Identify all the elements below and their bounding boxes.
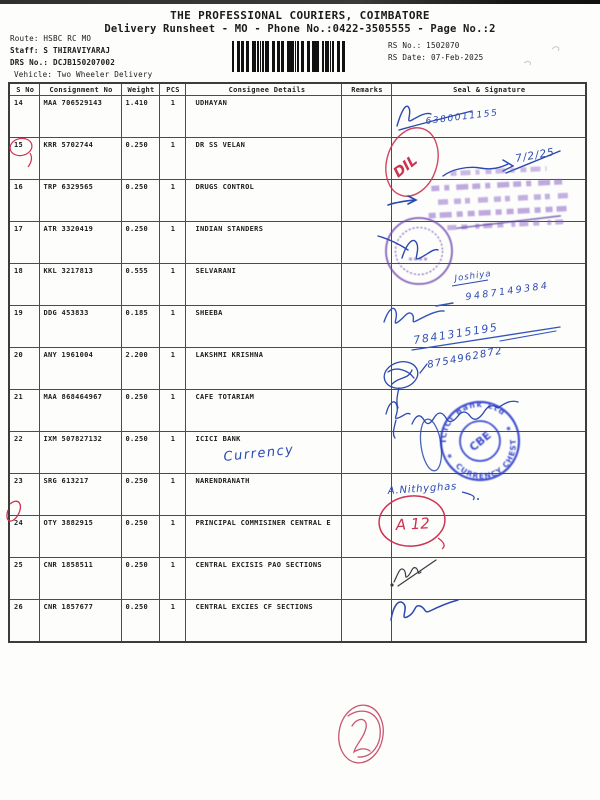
cell-consignee: LAKSHMI KRISHNA [185,348,341,390]
cell-consignee: DR SS VELAN [185,138,341,180]
cell-seal [391,600,586,643]
cell-weight: 0.250 [121,600,159,643]
cell-consignment: DDG 453833 [39,306,121,348]
cell-remarks [341,432,391,474]
table-row [9,180,586,222]
cell-consignee: PRINCIPAL COMMISINER CENTRAL E [185,516,341,558]
page-subtitle: Delivery Runsheet - MO - Phone No.:0422-3505555 - Page No.:2 [104,23,496,35]
cell-consignee: UDHAYAN [185,96,341,138]
dil-text: DIL [390,152,421,182]
cell-seal [391,558,586,600]
icici-center-text: CBE [466,428,494,454]
cell-seal [391,345,586,390]
cell-remarks [341,474,391,516]
row23-name-text: A.Nithyghas [387,481,458,497]
page-title: THE PROFESSIONAL COURIERS, COIMBATORE [170,9,430,22]
cell-seal [391,390,586,432]
cell-consignment: ATR 3320419 [39,222,121,264]
cell-pcs: 1 [159,96,185,138]
cell-consignment: TRP 6329565 [39,180,121,222]
icici-top-text: ICICI Bank Ltd [438,399,508,443]
cell-sno: 15 [9,138,39,180]
cell-seal [391,264,586,306]
cell-sno: 16 [9,180,39,222]
header-consignee: Consignee Details [185,83,341,96]
cell-sno: 18 [9,264,39,306]
cell-remarks [341,306,391,348]
cell-consignment: MAA 706529143 [39,96,121,138]
cell-remarks [341,390,391,432]
cell-consignment: OTY 3882915 [39,516,121,558]
cell-weight: 0.250 [121,222,159,264]
cell-weight: 0.185 [121,306,159,348]
cell-pcs: 1 [159,432,185,474]
table-row [9,432,586,474]
cell-remarks [341,222,391,264]
cell-pcs: 1 [159,348,185,390]
a12-text: A 12 [395,514,431,534]
table-row [9,264,586,306]
cell-pcs: 1 [159,558,185,600]
cell-weight: 0.250 [121,138,159,180]
currency-note-text: Currency [222,442,296,465]
cell-pcs: 1 [159,138,185,180]
table-row [9,600,586,643]
scan-edge-artifact [0,0,600,4]
table-row [9,474,586,516]
cell-consignee: CENTRAL EXCIES CF SECTIONS [185,600,341,643]
cell-pcs: 1 [159,516,185,558]
cell-sno: 14 [9,96,39,138]
barcode-icon [232,41,345,72]
cell-consignee: INDIAN STANDERS [185,222,341,264]
cell-remarks [341,600,391,643]
staff-field: Staff: S THIRAVIYARAJ [10,46,111,55]
cell-consignee: CENTRAL EXCISIS PAO SECTIONS [185,558,341,600]
header-pcs: PCS [159,83,185,96]
header-seal: Seal & Signature [391,83,586,96]
cell-weight: 2.200 [121,348,159,390]
row15-date-text: 7/2/25 [514,146,556,165]
cell-pcs: 1 [159,222,185,264]
icici-star-left: ★ [445,451,455,462]
row14-phone-text: 6380011155 [425,108,500,127]
cell-consignment: CNR 1857677 [39,600,121,643]
cell-sno: 21 [9,390,39,432]
cell-seal [391,516,586,558]
route-field: Route: HSBC RC MO [10,34,92,43]
icici-bottom-text: CURRENCY CHEST [453,438,518,481]
row18-phone-text: 9487149384 [464,280,551,303]
cell-sno: 19 [9,306,39,348]
row20-phone-text: 8754962872 [426,345,504,371]
cell-consignment: KKL 3217813 [39,264,121,306]
table-row [9,138,586,180]
cell-seal [391,138,586,180]
cell-consignment: SRG 613217 [39,474,121,516]
drs-no-field: DRS No.: DCJB150207002 [10,58,115,67]
cell-consignee: DRUGS CONTROL [185,180,341,222]
cell-sno: 22 [9,432,39,474]
cell-remarks [341,516,391,558]
cell-consignment: IXM 507827132 [39,432,121,474]
cell-seal [391,96,586,138]
header-sno: S No [9,83,39,96]
runsheet-rows [9,96,586,643]
cell-sno: 17 [9,222,39,264]
rs-date-field: RS Date: 07-Feb-2025 [388,53,484,62]
cell-sno: 24 [9,516,39,558]
cell-weight: 0.555 [121,264,159,306]
cell-consignment: MAA 868464967 [39,390,121,432]
cell-weight: 0.250 [121,390,159,432]
table-row [9,348,586,390]
cell-weight: 0.250 [121,432,159,474]
cell-sno: 20 [9,348,39,390]
cell-weight: 1.410 [121,96,159,138]
header-consignment: Consignment No [39,83,121,96]
cell-consignment: KRR 5702744 [39,138,121,180]
cell-consignee: NARENDRANATH [185,474,341,516]
cell-pcs: 1 [159,474,185,516]
cell-seal [391,474,586,516]
cell-sno: 26 [9,600,39,643]
runsheet-table [8,82,587,643]
cell-sno: 23 [9,474,39,516]
cell-remarks [341,264,391,306]
table-row [9,222,586,264]
row18-name-text: Joshiya [454,268,493,284]
cell-weight: 0.250 [121,474,159,516]
table-row [9,558,586,600]
vehicle-field: Vehicle: Two Wheeler Delivery [14,70,153,79]
rs-no-field: RS No.: 1502070 [388,41,460,50]
cell-remarks [341,348,391,390]
header-weight: Weight [121,83,159,96]
cell-consignee: SHEEBA [185,306,341,348]
header-remarks: Remarks [341,83,391,96]
table-row [9,306,586,348]
cell-consignee: ICICI BANK [185,432,341,474]
table-row [9,96,586,138]
cell-consignee: SELVARANI [185,264,341,306]
icici-star-right: ★ [504,423,514,434]
cell-seal [391,306,586,348]
cell-seal [391,432,586,474]
cell-weight: 0.250 [121,558,159,600]
row19-phone-text: 7841315195 [412,320,500,347]
pencil-mark [524,47,559,65]
cell-seal [391,180,586,222]
cell-weight: 0.250 [121,516,159,558]
cell-consignment: ANY 1961004 [39,348,121,390]
cell-remarks [341,138,391,180]
red-bottom-scribble [334,702,387,767]
table-row [9,390,586,432]
cell-consignment: CNR 1858511 [39,558,121,600]
cell-seal [391,222,586,264]
cell-pcs: 1 [159,180,185,222]
cell-remarks [341,180,391,222]
cell-pcs: 1 [159,600,185,643]
cell-consignee: CAFE TOTARIAM [185,390,341,432]
cell-pcs: 1 [159,306,185,348]
cell-sno: 25 [9,558,39,600]
cell-weight: 0.250 [121,180,159,222]
cell-pcs: 1 [159,390,185,432]
cell-remarks [341,558,391,600]
header-row [9,83,586,96]
table-row [9,516,586,558]
cell-pcs: 1 [159,264,185,306]
cell-remarks [341,96,391,138]
